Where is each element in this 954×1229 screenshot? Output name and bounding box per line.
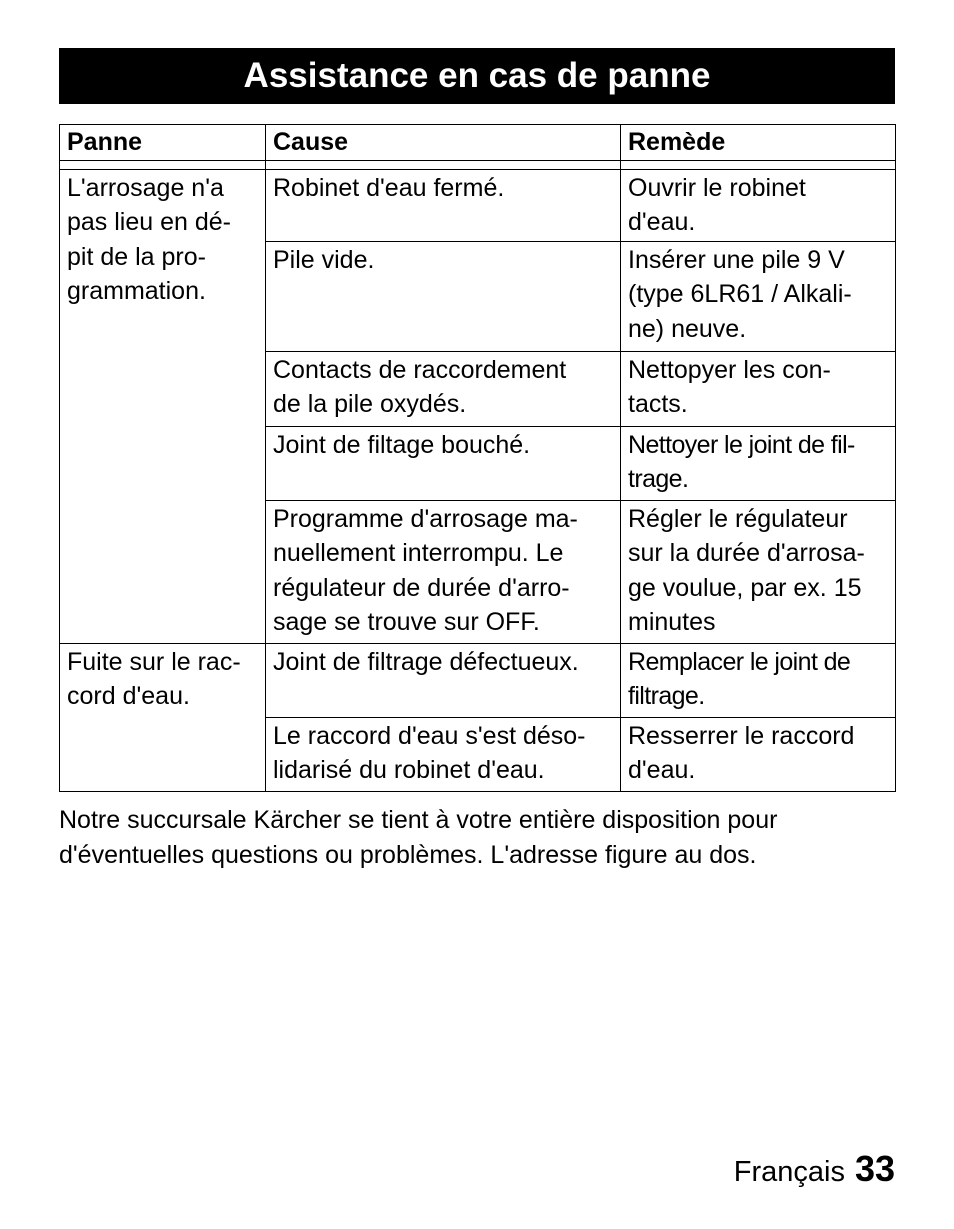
- header-spacer-row: [60, 160, 896, 169]
- panne-cell: [60, 169, 266, 643]
- text-line: Nettopyer les con-: [628, 355, 831, 384]
- text-line: régulateur de durée d'arro-: [273, 573, 570, 602]
- panne-cell: [60, 643, 266, 791]
- text-line: Remplacer le joint de: [628, 647, 851, 676]
- cause-cell: [266, 241, 621, 351]
- troubleshooting-table: [59, 124, 896, 792]
- header-remede: Remède: [621, 125, 896, 161]
- text-line: (type 6LR61 / Alkali-: [628, 280, 852, 308]
- text-line: Joint de filtrage défectueux.: [273, 647, 579, 676]
- header-cause: Cause: [266, 125, 621, 161]
- text-line: sage se trouve sur OFF.: [273, 608, 540, 636]
- remede-cell: [621, 717, 896, 791]
- table-row: [60, 169, 896, 241]
- table-header-row: [60, 125, 896, 161]
- text-line: sur la durée d'arrosa-: [628, 539, 865, 567]
- remede-cell: [621, 426, 896, 500]
- page-footer: [734, 1148, 895, 1190]
- text-line: ge voulue, par ex. 15: [628, 573, 862, 602]
- text-line: Ouvrir le robinet: [628, 173, 806, 202]
- text-line: Fuite sur le rac-: [67, 647, 241, 676]
- text-line: ne) neuve.: [628, 314, 747, 343]
- text-line: lidarisé du robinet d'eau.: [273, 756, 545, 784]
- text-line: Notre succursale Kärcher se tient à votre entière disposition pour: [59, 806, 778, 834]
- text-line: Le raccord d'eau s'est déso-: [273, 721, 586, 750]
- text-line: minutes: [628, 608, 716, 636]
- cause-cell: [266, 717, 621, 791]
- text-line: Resserrer le raccord: [628, 721, 855, 750]
- remede-cell: [621, 643, 896, 717]
- text-line: d'eau.: [628, 208, 696, 236]
- text-line: Robinet d'eau fermé.: [273, 173, 505, 202]
- text-line: filtrage.: [628, 682, 705, 710]
- cause-cell: [266, 351, 621, 426]
- remede-cell: [621, 500, 896, 643]
- text-line: cord d'eau.: [67, 682, 190, 710]
- text-line: trage.: [628, 465, 689, 493]
- table-row: [60, 643, 896, 717]
- text-line: Programme d'arrosage ma-: [273, 504, 578, 533]
- text-line: Contacts de raccordement: [273, 355, 567, 384]
- footer-note: [59, 803, 895, 872]
- cause-cell: [266, 500, 621, 643]
- text-line: Régler le régulateur: [628, 504, 848, 533]
- cause-cell: [266, 643, 621, 717]
- text-line: Joint de filtage bouché.: [273, 430, 531, 459]
- text-line: nuellement interrompu. Le: [273, 539, 564, 567]
- text-line: L'arrosage n'a: [67, 173, 224, 202]
- page-number: 33: [854, 1148, 895, 1189]
- cause-cell: [266, 426, 621, 500]
- text-line: grammation.: [67, 277, 206, 305]
- remede-cell: [621, 241, 896, 351]
- text-line: Pile vide.: [273, 245, 375, 274]
- remede-cell: [621, 351, 896, 426]
- text-line: Insérer une pile 9 V: [628, 245, 845, 274]
- language-label: Français: [733, 1156, 845, 1188]
- text-line: Nettoyer le joint de fil-: [628, 430, 855, 459]
- text-line: pit de la pro-: [67, 242, 206, 271]
- text-line: tacts.: [628, 390, 688, 418]
- page-title: Assistance en cas de panne: [59, 48, 895, 104]
- text-line: pas lieu en dé-: [67, 208, 232, 236]
- remede-cell: [621, 169, 896, 241]
- text-line: d'éventuelles questions ou problèmes. L'adresse figure au dos.: [59, 840, 757, 869]
- cause-cell: [266, 169, 621, 241]
- header-panne: Panne: [60, 125, 266, 161]
- text-line: de la pile oxydés.: [273, 390, 467, 418]
- text-line: d'eau.: [628, 756, 696, 784]
